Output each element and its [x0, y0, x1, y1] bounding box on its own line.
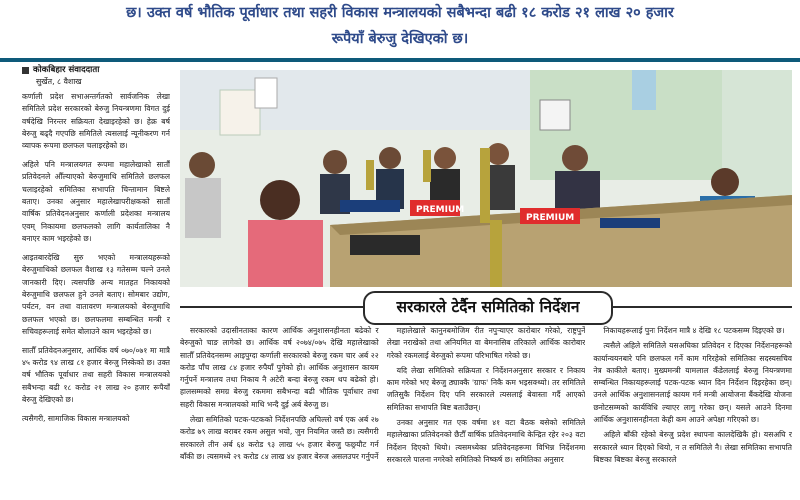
left-paragraph-1: कर्णाली प्रदेश सभाअन्तर्गतको सार्वजनिक लेखा समितिले प्रदेश सरकारको बेरुजु नियन्त्रणमा विगत दुई वर्षदेखि निरन्तर सक्रियता देखाइरहेको छ। हेक्र बर्ष बेरुजु बढ्दै गएपछि समितिले त्यसलाई न्यूनीकरण गर्न व्यापक रूपमा छलफल चलाइरहेको छ। — [22, 91, 170, 151]
subhead-container — [180, 291, 792, 323]
byline — [22, 64, 170, 76]
byline-square-icon — [22, 67, 29, 74]
left-paragraph-2: अहिले पनि मन्त्रालयगत रूपमा महालेखाको सातौँ प्रतिवेदनले औँल्याएको बेरुजुमाथि समितिले छलफल चलाइरहेको समितिका सभापति चिन्तामान बिष्टले बताए। उनका अनुसार महालेखापरीक्षकको सातौँ वार्षिक प्रतिवेदनअनुसार कर्णाली प्रदेशका मन्त्रालय एवम् निकायमा छलफलको लागि कार्यतालिका नै बनाएर काम भइरहेको छ। — [22, 159, 170, 244]
meeting-photo — [180, 70, 792, 287]
headline-line-1: छ। उक्त वर्ष भौतिक पूर्वाधार तथा सहरी विकास मन्त्रालयको सबैभन्दा बढी १८ करोड २१ लाख २० हजार — [126, 5, 674, 21]
article-column-3 — [593, 325, 792, 500]
headline-line-2: रूपैयाँ बेरुजु देखिएको छ। — [331, 31, 469, 47]
tent-card-2: PREMIUM — [526, 213, 575, 223]
col3-paragraph-1: निकायहरूलाई पुनः निर्देशन मात्रै ४ देखि १८ पटकसम्म दिइएको छ। — [603, 326, 785, 335]
left-paragraph-4: सातौँ प्रतिवेदनअनुसार, आर्थिक वर्ष ०७०/०७१ मा मात्रै ४५ करोड ९४ लाख ८१ हजार बेरुजु निस्केको छ। उक्त वर्ष भौतिक पूर्वाधार तथा सहरी विकास मन्त्रालयको सबैभन्दा बढी १८ करोड २१ लाख २० हजार रूपैयाँ बेरुजु देखिएको छ। — [22, 345, 170, 405]
col2-paragraph-1: महालेखाले कानुनबमोजिम रीत नपुऱ्याएर कारोबार गरेको, राष्ट्रपुर्ने लेखा नराखेको तथा अनियमित वा बेमनासिब तरिकाले आर्थिक कारोबार गरेको रकमलाई बेरुजुको रूपमा परिभाषित गरेको छ। — [386, 326, 586, 360]
left-paragraph-5: त्यसैगरी, सामाजिक विकास मन्त्रालयको — [22, 413, 130, 423]
article-column-1 — [180, 325, 379, 500]
col2-paragraph-3: उनका अनुसार गत एक वर्षमा ४१ वटा बैठक बसेको समितिले महालेखाका प्रतिवेदनको छैटौँ वार्षिक प्रतिवेदनमाथि केन्द्रित रहेर २०३ वटा निर्देशन दिएको थियो। त्यसमध्येका प्रतिवेदनहरूमा विभिन्न निर्देशनमा सरकारले पालना नगरेको समितिको निष्कर्ष छ। समितिका अनुसार — [386, 418, 586, 464]
article-columns — [180, 325, 792, 500]
col1-paragraph-2: लेखा समितिको पटक-पटकको निर्देशनपछि अघिल्लो वर्ष एक अर्ब २७ करोड ७९ लाख बराबर रकम असुल भयो, जुन नियमित जस्तै छ। त्यसैगरी सरकारले तीन अर्ब ६४ करोड ९३ लाख ५५ हजार बेरुजु फछ्र्यौट गर्न बाँकी छ। त्यसमध्ये २९ करोड ८४ लाख ४४ हजार बेरुज असलउपर गर्नुपर्ने — [180, 415, 379, 461]
col2-paragraph-2: यदि लेखा समितिको सक्रियता र निर्देशनअनुसार सरकार र निकाय काम गरेको भए बेरुजु ठ्याक्कै 'ग्राफ' निकै कम भइसक्थ्यो। तर समितिले जतिसुकै निर्देशन दिए पनि सरकारले त्यसलाई बेवास्ता गर्दै आएको समितिका सभापति बिष्ट बताउँछन्। — [386, 365, 586, 412]
meeting-photo-illustration — [180, 70, 792, 287]
dateline: सुर्खेत, ८ वैशाख — [36, 77, 82, 87]
headline — [0, 0, 800, 60]
tent-card-1: PREMIUM — [416, 205, 465, 215]
col1-paragraph-1: सरकारको उदासीनताका कारण आर्थिक अनुशासनहीनता बढेको र बेरुजुको चाङ लागेको छ। आर्थिक वर्ष २०७४/०७५ देखि महालेखाको सातौँ प्रतिवेदनसम्म आइपुग्दा कर्णाली सरकारको बेरुजु रकम चार अर्ब २२ करोड पाँच लाख ८४ हजार रुपैयाँ पुगेको हो। आर्थिक अनुशासन कायम गर्नुपर्ने मन्त्रालय तथा निकाय नै अटेरी बन्दा बेरुजु रकम थप बढेको हो। हालसम्मको समग्र बेरुजु रकममा सबैभन्दा बढी भौतिक पूर्वाधार तथा सहरी विकास मन्त्रालयको माथि भन्दै दुई अर्ब बेरुजु छ। — [180, 326, 379, 409]
reporter-name: कोकबिहार संवाददाता — [33, 65, 100, 75]
left-column — [22, 64, 170, 500]
article-column-2 — [387, 325, 586, 500]
left-paragraph-3: आइतबारदेखि सुरु भएको मन्त्रालयहरूको बेरुजुमाथिको छलफल वैशाख १३ गतेसम्म चल्ने उनले जानकारी दिए। त्यसपछि अन्य मातहत निकायको बेरुजुमाथि छलफल हुने उनले बताए। सोमबार उद्योग, पर्यटन, वन तथा वातावरण मन्त्रालयको बेरुजुमाथि छलफल भएको छ। छलफलमा सम्बन्धित मन्त्री र सचिवहरूलाई समेत बोलाउने काम भइरहेको छ। — [22, 252, 170, 337]
col3-paragraph-3: अहिले बाँकी रहेको बेरुजु प्रदेश स्थापना कालदेखिकै हो। यसअघि र सरकारले ध्यान दिएको थियो, न त समितिले नै। लेखा समितिका सभापति बिष्टका बिष्टका बेरुजु सरकारले — [593, 430, 793, 464]
subhead-title: सरकारले टेर्दैन समितिको निर्देशन — [363, 291, 613, 325]
col3-paragraph-2: त्यसैले अहिले समितिले यसअघिका प्रतिवेदन र दिएका निर्देशनहरूको कार्यान्वयनबारे पनि छलफल गर्ने काम गरिरहेको समितिका सदस्यसचिव नेत्र काकीले बताए। मुख्यमन्त्री यामलाल कँडेललाई बेरुजु नियन्त्रणमा सम्बन्धित निकायहरूलाई पटक-पटक ध्यान दिन निर्देशन दिइरहेका छन्। उनले आर्थिक अनुशासनलाई कायम गर्न मन्त्री आयोजना बैंकदेखि योजना छनोटसम्मको कार्यविधि ल्याएर लागु गरेका छन्। यसले आउने दिनमा आर्थिक अनुशासनहीनता केही कम आउने अपेक्षा गरिएको छ। — [593, 341, 793, 425]
section-rule — [0, 58, 800, 62]
